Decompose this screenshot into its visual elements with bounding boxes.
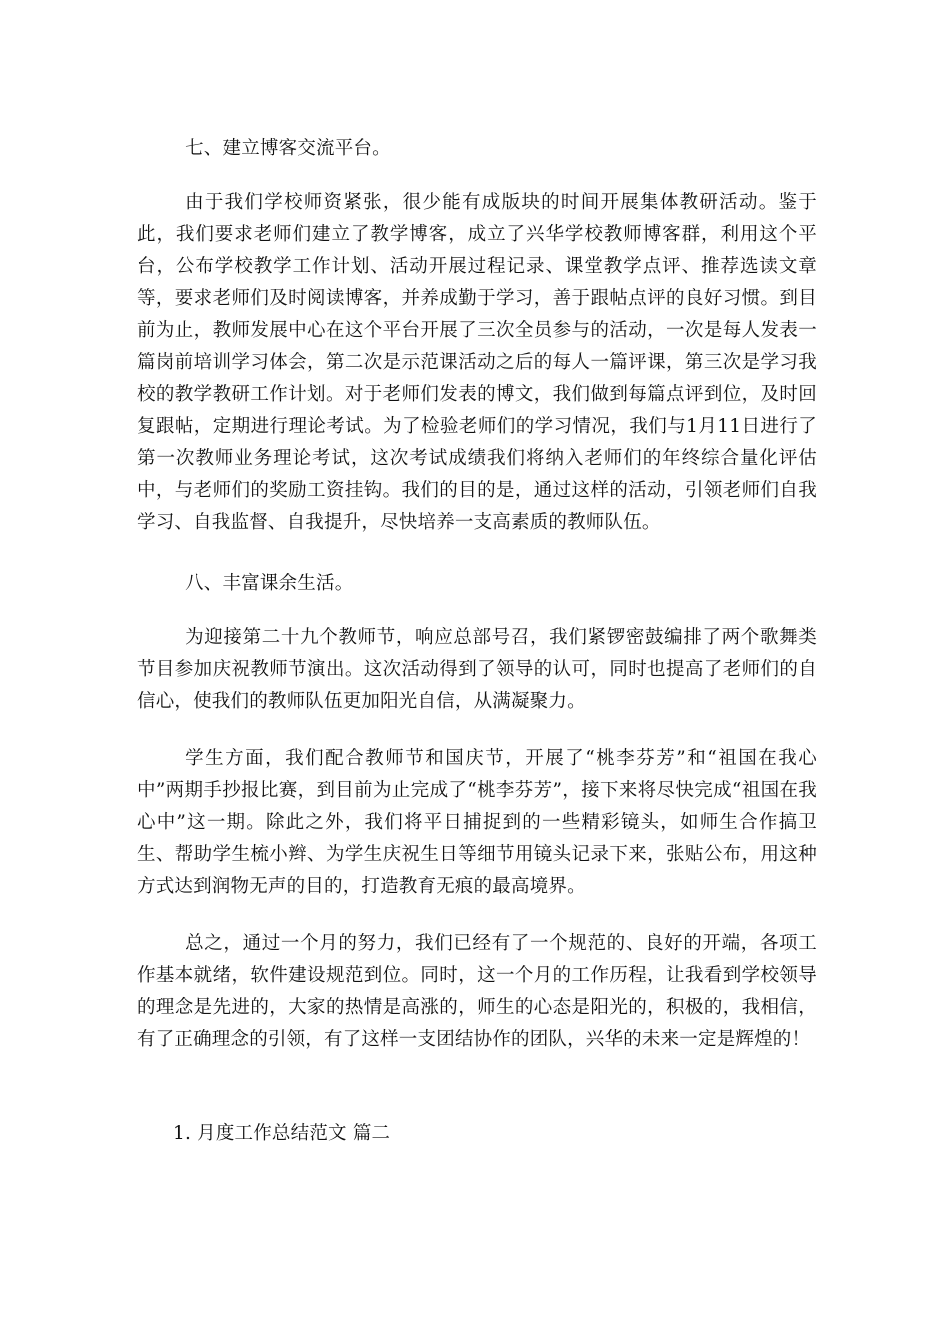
section7-paragraph: 由于我们学校师资紧张，很少能有成版块的时间开展集体教研活动。鉴于此，我们要求老师们建立了教学博客，成立了兴华学校教师博客群，利用这个平台，公布学校教学工作计划、活动开展过程记录、课堂教学点评、推荐选读文章等，要求老师们及时阅读博客，并养成勤于学习，善于跟帖点评的良好习惯。到目前为止，教师发展中心在这个平台开展了三次全员参与的活动，一次是每人发表一篇岗前培训学习体会，第二次是示范课活动之后的每人一篇评课，第三次是学习我校的教学教研工作计划。对于老师们发表的博文，我们做到每篇点评到位，及时回复跟帖，定期进行理论考试。为了检验老师们的学习情况，我们与1月11日进行了第一次教师业务理论考试，这次考试成绩我们将纳入老师们的年终综合量化评估中，与老师们的奖励工资挂钩。我们的目的是，通过这样的活动，引领老师们自我学习、自我监督、自我提升，尽快培养一支高素质的教师队伍。 [137,192,817,533]
section7-heading: 七、建立博客交流平台。 [185,138,391,159]
next-article-heading-block [137,1118,817,1150]
section7-paragraph-block [137,187,817,539]
section8-heading-block [137,568,817,600]
section7-heading-block [137,133,817,165]
section8-paragraph-2: 学生方面，我们配合教师节和国庆节，开展了“桃李芬芳”和“祖国在我心中”两期手抄报比赛，到目前为止完成了“桃李芬芳”，接下来将尽快完成“祖国在我心中”这一期。除此之外，我们将平日捕捉到的一些精彩镜头，如师生合作搞卫生、帮助学生梳小辫、为学生庆祝生日等细节用镜头记录下来，张贴公布，用这种方式达到润物无声的目的，打造教育无痕的最高境界。 [137,748,817,897]
next-article-heading: 1. 月度工作总结范文 篇二 [173,1123,391,1144]
section8-paragraph-1: 为迎接第二十九个教师节，响应总部号召，我们紧锣密鼓编排了两个歌舞类节目参加庆祝教师节演出。这次活动得到了领导的认可，同时也提高了老师们的自信心，使我们的教师队伍更加阳光自信，从满凝聚力。 [137,627,817,712]
section8-heading: 八、丰富课余生活。 [185,573,354,594]
conclusion-paragraph-block [137,928,817,1056]
conclusion-paragraph: 总之，通过一个月的努力，我们已经有了一个规范的、良好的开端，各项工作基本就绪，软件建设规范到位。同时，这一个月的工作历程，让我看到学校领导的理念是先进的，大家的热情是高涨的，师生的心态是阳光的，积极的，我相信，有了正确理念的引领，有了这样一支团结协作的团队，兴华的未来一定是辉煌的！ [137,933,817,1050]
section8-paragraph2-block [137,743,817,903]
section8-paragraph1-block [137,622,817,718]
